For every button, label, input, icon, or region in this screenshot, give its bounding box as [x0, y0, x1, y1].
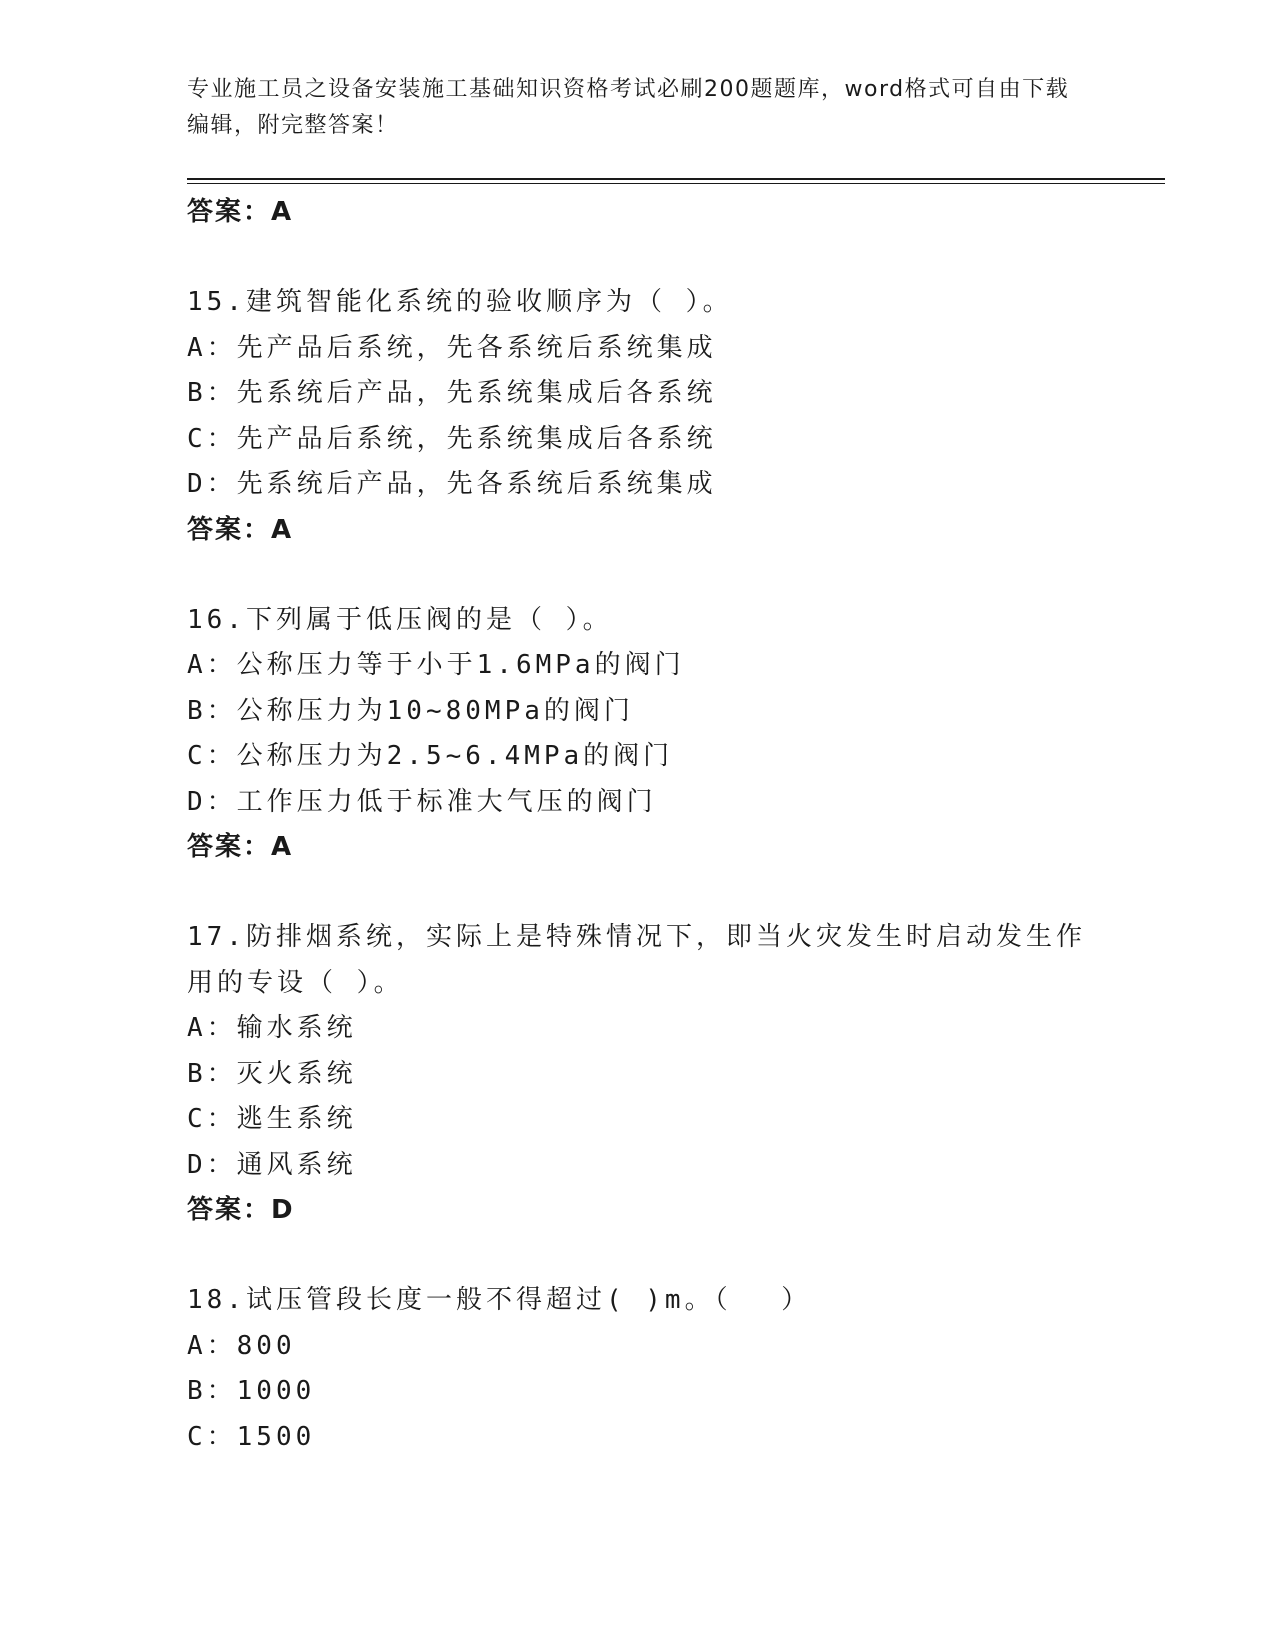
- option-c: C：1500: [187, 1421, 316, 1452]
- option-d: D：工作压力低于标准大气压的阀门: [187, 786, 657, 817]
- question-18: [187, 1278, 1087, 1460]
- header-rule: [187, 178, 1165, 180]
- question-16: [187, 598, 1087, 870]
- question-stem: 16.下列属于低压阀的是（ ）。: [187, 604, 613, 635]
- option-a: A：800: [187, 1330, 296, 1361]
- answer-line: 答案：D: [187, 1195, 295, 1225]
- option-a: A：输水系统: [187, 1013, 357, 1043]
- document-header: 专业施工员之设备安装施工基础知识资格考试必刷200题题库，word格式可自由下载编辑，附完整答案！: [187, 77, 1070, 138]
- option-c: C：先产品后系统，先系统集成后各系统: [187, 423, 717, 454]
- question-stem: 18.试压管段长度一般不得超过( )m。（ ）: [187, 1285, 812, 1315]
- question-15: [187, 280, 1087, 552]
- answer-line: 答案：A: [187, 832, 294, 862]
- option-b: B：先系统后产品，先系统集成后各系统: [187, 378, 717, 408]
- option-c: C：逃生系统: [187, 1104, 357, 1134]
- document-body: [187, 190, 1087, 1460]
- option-d: D：先系统后产品，先各系统后系统集成: [187, 469, 717, 499]
- option-a: A：公称压力等于小于1.6MPa的阀门: [187, 650, 685, 680]
- option-c: C：公称压力为2.5~6.4MPa的阀门: [187, 741, 674, 771]
- question-17: [187, 915, 1087, 1232]
- header-rule-thin: [187, 183, 1165, 184]
- answer-line: 答案：A: [187, 514, 294, 545]
- option-b: B：灭火系统: [187, 1058, 357, 1089]
- option-b: B：1000: [187, 1376, 316, 1406]
- option-b: B：公称压力为10~80MPa的阀门: [187, 695, 634, 726]
- option-a: A：先产品后系统，先各系统后系统集成: [187, 332, 717, 363]
- option-d: D：通风系统: [187, 1149, 357, 1180]
- answer-line: 答案：A: [187, 197, 294, 227]
- question-stem: 15.建筑智能化系统的验收顺序为（ ）。: [187, 287, 733, 317]
- question-stem: 17.防排烟系统，实际上是特殊情况下，即当火灾发生时启动发生作用的专设（ ）。: [187, 922, 1086, 998]
